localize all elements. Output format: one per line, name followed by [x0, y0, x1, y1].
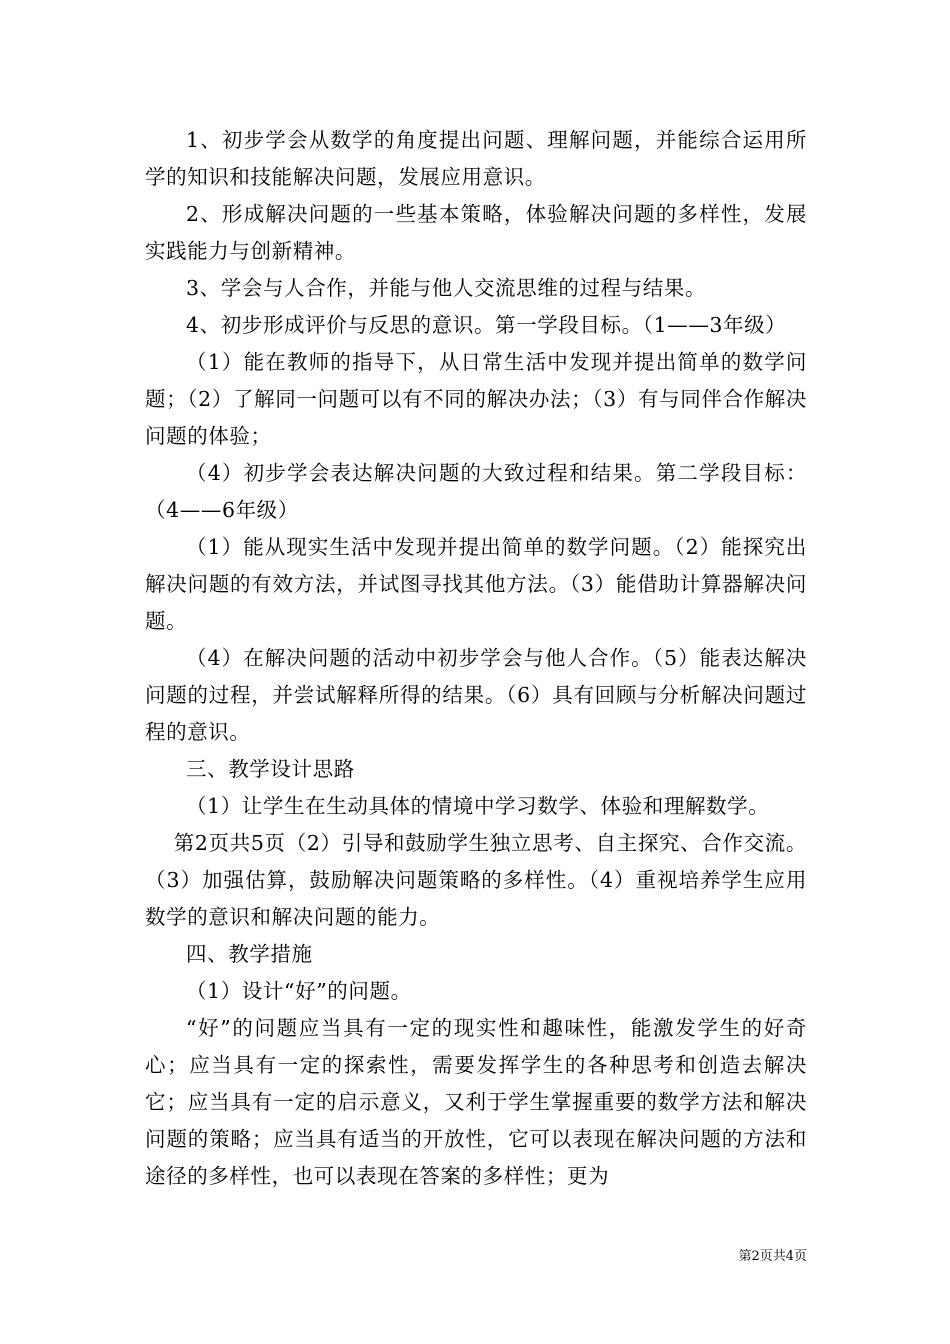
paragraph: （1）能在教师的指导下，从日常生活中发现并提出简单的数学问题；（2）了解同一问题可以有不同的解决办法；（3）有与同伴合作解决问题的体验；: [145, 350, 807, 448]
paragraph: （4）初步学会表达解决问题的大致过程和结果。第二学段目标：（4——6年级）: [145, 461, 807, 522]
paragraph: 1、初步学会从数学的角度提出问题、理解问题，并能综合运用所学的知识和技能解决问题，发展应用意识。: [145, 128, 807, 189]
paragraph: （1）让学生在生动具体的情境中学习数学、体验和理解数学。: [186, 794, 770, 818]
paragraph: 3、学会与人合作，并能与他人交流思维的过程与结果。: [186, 276, 707, 300]
paragraph: 2、形成解决问题的一些基本策略，体验解决问题的多样性，发展实践能力与创新精神。: [145, 202, 807, 263]
section-heading: 四、教学措施: [186, 942, 313, 966]
paragraph: 第2页共5页（2）引导和鼓励学生独立思考、自主探究、合作交流。（3）加强估算，鼓励解决问题策略的多样性。（4）重视培养学生应用数学的意识和解决问题的能力。: [145, 831, 807, 929]
section-heading: 三、教学设计思路: [186, 757, 355, 781]
paragraph: “好”的问题应当具有一定的现实性和趣味性，能激发学生的好奇心；应当具有一定的探索性，需要发挥学生的各种思考和创造去解决它；应当具有一定的启示意义，又利于学生掌握重要的数学方法和解决问题的策略；应当具有适当的开放性，它可以表现在解决问题的方法和途径的多样性，也可以表现在答案的多样性；更为: [145, 1016, 807, 1188]
page-number: 第2页共4页: [738, 1249, 807, 1264]
page-footer: [145, 1248, 807, 1266]
paragraph: （1）设计“好”的问题。: [186, 979, 412, 1003]
document-body: [145, 122, 807, 1195]
paragraph: （1）能从现实生活中发现并提出简单的数学问题。（2）能探究出解决问题的有效方法，并试图寻找其他方法。（3）能借助计算器解决问题。: [145, 535, 807, 633]
paragraph: 4、初步形成评价与反思的意识。第一学段目标。（1——3年级）: [186, 313, 787, 337]
paragraph: （4）在解决问题的活动中初步学会与他人合作。（5）能表达解决问题的过程，并尝试解释所得的结果。（6）具有回顾与分析解决问题过程的意识。: [145, 646, 807, 744]
